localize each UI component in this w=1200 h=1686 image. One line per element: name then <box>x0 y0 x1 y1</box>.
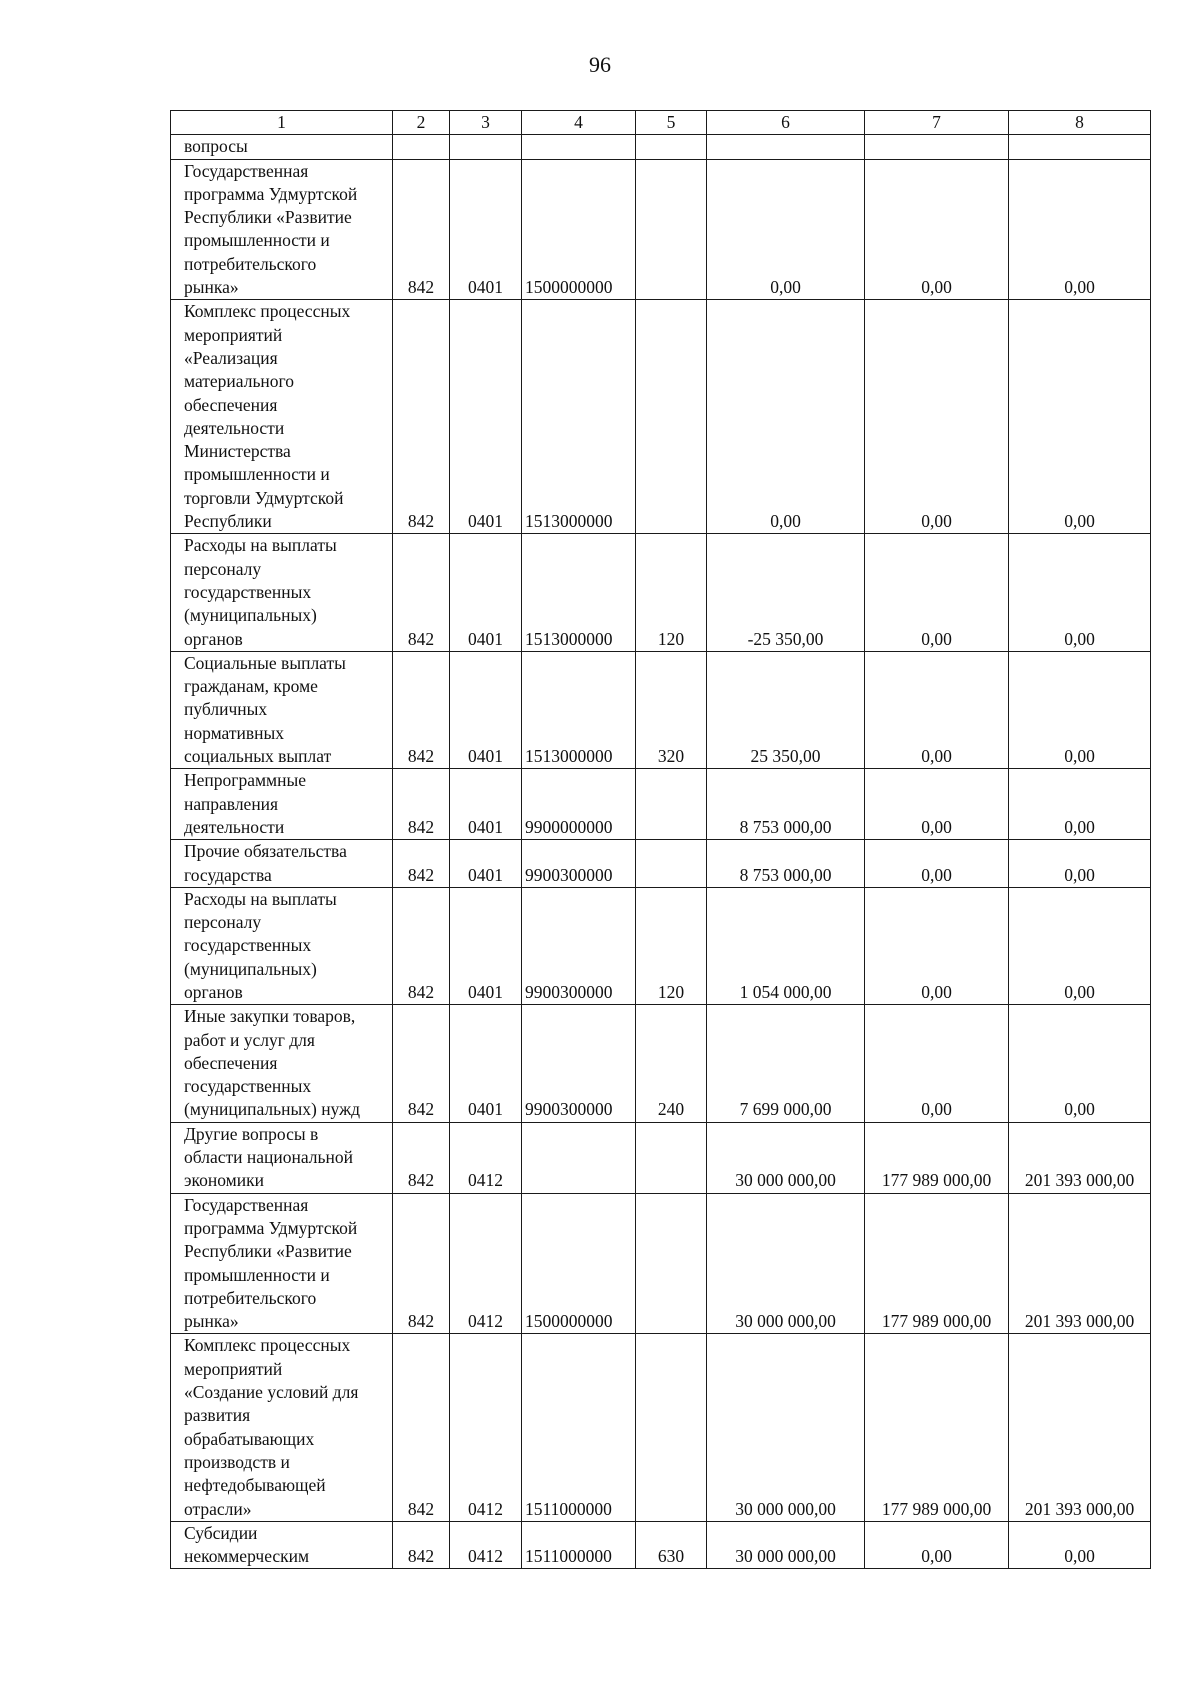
row-name-line: материального <box>184 371 295 392</box>
row-name <box>171 534 393 651</box>
table-row <box>171 769 1151 840</box>
cell-target-article: 1513000000 <box>522 534 636 651</box>
row-name-line: органов <box>184 981 243 1002</box>
cell-amount-col8: 0,00 <box>1009 300 1151 534</box>
cell-chapter: 842 <box>393 1521 450 1569</box>
cell-amount-col6: 8 753 000,00 <box>707 769 865 840</box>
row-name-line: мероприятий <box>184 1358 283 1379</box>
row-name-line: «Реализация <box>184 347 278 368</box>
row-name-line: экономики <box>184 1170 264 1191</box>
cell-amount-col7: 0,00 <box>865 159 1009 300</box>
empty-cell <box>865 135 1009 159</box>
row-name <box>171 300 393 534</box>
cell-expense-type: 120 <box>636 534 707 651</box>
row-name-line: органов <box>184 628 243 649</box>
row-name-line: нефтедобывающей <box>184 1475 326 1496</box>
cell-amount-col6: 0,00 <box>707 300 865 534</box>
row-name-line: деятельности <box>184 816 285 837</box>
cell-amount-col6: 30 000 000,00 <box>707 1193 865 1334</box>
cell-amount-col8: 201 393 000,00 <box>1009 1122 1151 1193</box>
table-body <box>171 111 1151 1569</box>
row-name-line: рынка» <box>184 277 239 298</box>
row-name-line: Расходы на выплаты <box>184 535 337 556</box>
header-cell: 8 <box>1009 111 1151 135</box>
cell-chapter: 842 <box>393 1005 450 1122</box>
cell-target-article: 1511000000 <box>522 1334 636 1521</box>
row-name-line: Другие вопросы в <box>184 1123 319 1144</box>
cell-amount-col7: 0,00 <box>865 1005 1009 1122</box>
row-name-line: промышленности и <box>184 230 330 251</box>
cell-target-article: 9900000000 <box>522 769 636 840</box>
row-name <box>171 1122 393 1193</box>
row-name <box>171 887 393 1004</box>
row-name <box>171 1334 393 1521</box>
row-name-line: отрасли» <box>184 1498 252 1519</box>
cell-amount-col7: 177 989 000,00 <box>865 1193 1009 1334</box>
cell-amount-col7: 177 989 000,00 <box>865 1122 1009 1193</box>
empty-cell <box>450 135 522 159</box>
table-row <box>171 1334 1151 1521</box>
page-number: 96 <box>589 52 611 77</box>
row-name-line: рынка» <box>184 1311 239 1332</box>
continuation-text: вопросы <box>171 135 393 159</box>
cell-section: 0401 <box>450 300 522 534</box>
row-name-line: промышленности и <box>184 464 330 485</box>
row-name-line: деятельности <box>184 417 285 438</box>
row-name-line: промышленности и <box>184 1264 330 1285</box>
cell-expense-type <box>636 1193 707 1334</box>
budget-table <box>170 110 1151 1569</box>
cell-amount-col8: 0,00 <box>1009 159 1151 300</box>
continuation-row <box>171 135 1151 159</box>
cell-target-article: 1511000000 <box>522 1521 636 1569</box>
cell-amount-col8: 0,00 <box>1009 651 1151 768</box>
cell-amount-col8: 201 393 000,00 <box>1009 1193 1151 1334</box>
cell-amount-col6: 30 000 000,00 <box>707 1122 865 1193</box>
row-name-line: некоммерческим <box>184 1546 310 1567</box>
row-name-line: социальных выплат <box>184 746 332 767</box>
row-name-line: производств и <box>184 1451 290 1472</box>
header-cell: 4 <box>522 111 636 135</box>
empty-cell <box>636 135 707 159</box>
empty-cell <box>1009 135 1151 159</box>
row-name-line: гражданам, кроме <box>184 676 318 697</box>
cell-chapter: 842 <box>393 840 450 888</box>
empty-cell <box>522 135 636 159</box>
row-name-line: государственных <box>184 935 312 956</box>
cell-section: 0401 <box>450 887 522 1004</box>
cell-chapter: 842 <box>393 1193 450 1334</box>
cell-section: 0412 <box>450 1521 522 1569</box>
row-name-line: Государственная <box>184 160 309 181</box>
row-name-line: (муниципальных) нужд <box>184 1099 361 1120</box>
cell-target-article: 1513000000 <box>522 651 636 768</box>
row-name <box>171 1005 393 1122</box>
cell-amount-col6: 25 350,00 <box>707 651 865 768</box>
cell-section: 0401 <box>450 534 522 651</box>
row-name-line: Непрограммные <box>184 770 307 791</box>
header-cell: 2 <box>393 111 450 135</box>
row-name-line: Прочие обязательства <box>184 841 347 862</box>
cell-expense-type <box>636 1334 707 1521</box>
cell-amount-col7: 0,00 <box>865 300 1009 534</box>
empty-cell <box>393 135 450 159</box>
row-name-line: государственных <box>184 1076 312 1097</box>
table-row <box>171 887 1151 1004</box>
header-cell: 6 <box>707 111 865 135</box>
row-name <box>171 1521 393 1569</box>
cell-chapter: 842 <box>393 651 450 768</box>
cell-chapter: 842 <box>393 300 450 534</box>
cell-chapter: 842 <box>393 769 450 840</box>
cell-amount-col8: 201 393 000,00 <box>1009 1334 1151 1521</box>
table-row <box>171 1005 1151 1122</box>
table-row <box>171 159 1151 300</box>
cell-expense-type <box>636 1122 707 1193</box>
cell-section: 0412 <box>450 1334 522 1521</box>
row-name-line: Комплекс процессных <box>184 301 351 322</box>
row-name-line: потребительского <box>184 1287 317 1308</box>
cell-amount-col6: 30 000 000,00 <box>707 1334 865 1521</box>
cell-amount-col7: 0,00 <box>865 1521 1009 1569</box>
row-name-line: государственных <box>184 581 312 602</box>
row-name-line: обрабатывающих <box>184 1428 315 1449</box>
cell-amount-col7: 0,00 <box>865 887 1009 1004</box>
cell-expense-type: 630 <box>636 1521 707 1569</box>
cell-amount-col7: 0,00 <box>865 534 1009 651</box>
cell-section: 0412 <box>450 1193 522 1334</box>
cell-amount-col6: 1 054 000,00 <box>707 887 865 1004</box>
row-name-line: Республики <box>184 511 272 532</box>
row-name-line: Комплекс процессных <box>184 1335 351 1356</box>
row-name-line: публичных <box>184 699 268 720</box>
cell-amount-col6: -25 350,00 <box>707 534 865 651</box>
row-name-line: Республики «Развитие <box>184 207 352 228</box>
row-name-line: Государственная <box>184 1194 309 1215</box>
row-name-line: Социальные выплаты <box>184 652 346 673</box>
cell-amount-col8: 0,00 <box>1009 1521 1151 1569</box>
cell-section: 0401 <box>450 1005 522 1122</box>
table-row <box>171 651 1151 768</box>
row-name-line: развития <box>184 1405 251 1426</box>
row-name-line: работ и услуг для <box>184 1029 315 1050</box>
row-name-line: «Создание условий для <box>184 1382 359 1403</box>
cell-expense-type <box>636 159 707 300</box>
row-name-line: Республики «Развитие <box>184 1241 352 1262</box>
row-name-line: программа Удмуртской <box>184 1217 358 1238</box>
cell-target-article: 9900300000 <box>522 887 636 1004</box>
row-name-line: Субсидии <box>184 1522 258 1543</box>
cell-amount-col8: 0,00 <box>1009 840 1151 888</box>
cell-amount-col6: 7 699 000,00 <box>707 1005 865 1122</box>
cell-amount-col6: 30 000 000,00 <box>707 1521 865 1569</box>
row-name-line: Расходы на выплаты <box>184 888 337 909</box>
row-name-line: Иные закупки товаров, <box>184 1006 356 1027</box>
cell-target-article <box>522 1122 636 1193</box>
header-cell: 7 <box>865 111 1009 135</box>
cell-section: 0401 <box>450 840 522 888</box>
cell-section: 0401 <box>450 159 522 300</box>
row-name-line: персоналу <box>184 912 262 933</box>
row-name <box>171 1193 393 1334</box>
row-name-line: Министерства <box>184 441 291 462</box>
row-name-line: обеспечения <box>184 394 278 415</box>
cell-target-article: 1500000000 <box>522 1193 636 1334</box>
header-row <box>171 111 1151 135</box>
row-name <box>171 769 393 840</box>
row-name-line: торговли Удмуртской <box>184 487 344 508</box>
row-name-line: (муниципальных) <box>184 958 317 979</box>
cell-amount-col6: 8 753 000,00 <box>707 840 865 888</box>
row-name-line: направления <box>184 793 279 814</box>
cell-amount-col8: 0,00 <box>1009 769 1151 840</box>
cell-target-article: 9900300000 <box>522 1005 636 1122</box>
cell-amount-col7: 177 989 000,00 <box>865 1334 1009 1521</box>
row-name-line: (муниципальных) <box>184 605 317 626</box>
table-row <box>171 534 1151 651</box>
cell-section: 0401 <box>450 769 522 840</box>
row-name <box>171 651 393 768</box>
cell-chapter: 842 <box>393 1122 450 1193</box>
cell-expense-type: 240 <box>636 1005 707 1122</box>
table-row <box>171 1521 1151 1569</box>
row-name-line: государства <box>184 864 272 885</box>
cell-amount-col8: 0,00 <box>1009 534 1151 651</box>
header-cell: 1 <box>171 111 393 135</box>
cell-expense-type <box>636 769 707 840</box>
cell-section: 0412 <box>450 1122 522 1193</box>
cell-chapter: 842 <box>393 534 450 651</box>
cell-amount-col7: 0,00 <box>865 769 1009 840</box>
row-name-line: области национальной <box>184 1147 353 1168</box>
cell-target-article: 1500000000 <box>522 159 636 300</box>
cell-amount-col7: 0,00 <box>865 651 1009 768</box>
row-name <box>171 159 393 300</box>
row-name-line: персоналу <box>184 558 262 579</box>
table-row <box>171 1122 1151 1193</box>
table-row <box>171 840 1151 888</box>
cell-amount-col8: 0,00 <box>1009 887 1151 1004</box>
cell-expense-type: 320 <box>636 651 707 768</box>
row-name-line: потребительского <box>184 253 317 274</box>
cell-chapter: 842 <box>393 159 450 300</box>
table-row <box>171 1193 1151 1334</box>
empty-cell <box>707 135 865 159</box>
cell-target-article: 9900300000 <box>522 840 636 888</box>
cell-expense-type <box>636 840 707 888</box>
row-name-line: программа Удмуртской <box>184 183 358 204</box>
table-row <box>171 300 1151 534</box>
cell-chapter: 842 <box>393 1334 450 1521</box>
cell-expense-type: 120 <box>636 887 707 1004</box>
cell-amount-col6: 0,00 <box>707 159 865 300</box>
row-name-line: мероприятий <box>184 324 283 345</box>
cell-amount-col7: 0,00 <box>865 840 1009 888</box>
cell-amount-col8: 0,00 <box>1009 1005 1151 1122</box>
header-cell: 5 <box>636 111 707 135</box>
cell-target-article: 1513000000 <box>522 300 636 534</box>
row-name-line: нормативных <box>184 722 285 743</box>
cell-chapter: 842 <box>393 887 450 1004</box>
row-name <box>171 840 393 888</box>
row-name-line: обеспечения <box>184 1052 278 1073</box>
cell-section: 0401 <box>450 651 522 768</box>
cell-expense-type <box>636 300 707 534</box>
header-cell: 3 <box>450 111 522 135</box>
